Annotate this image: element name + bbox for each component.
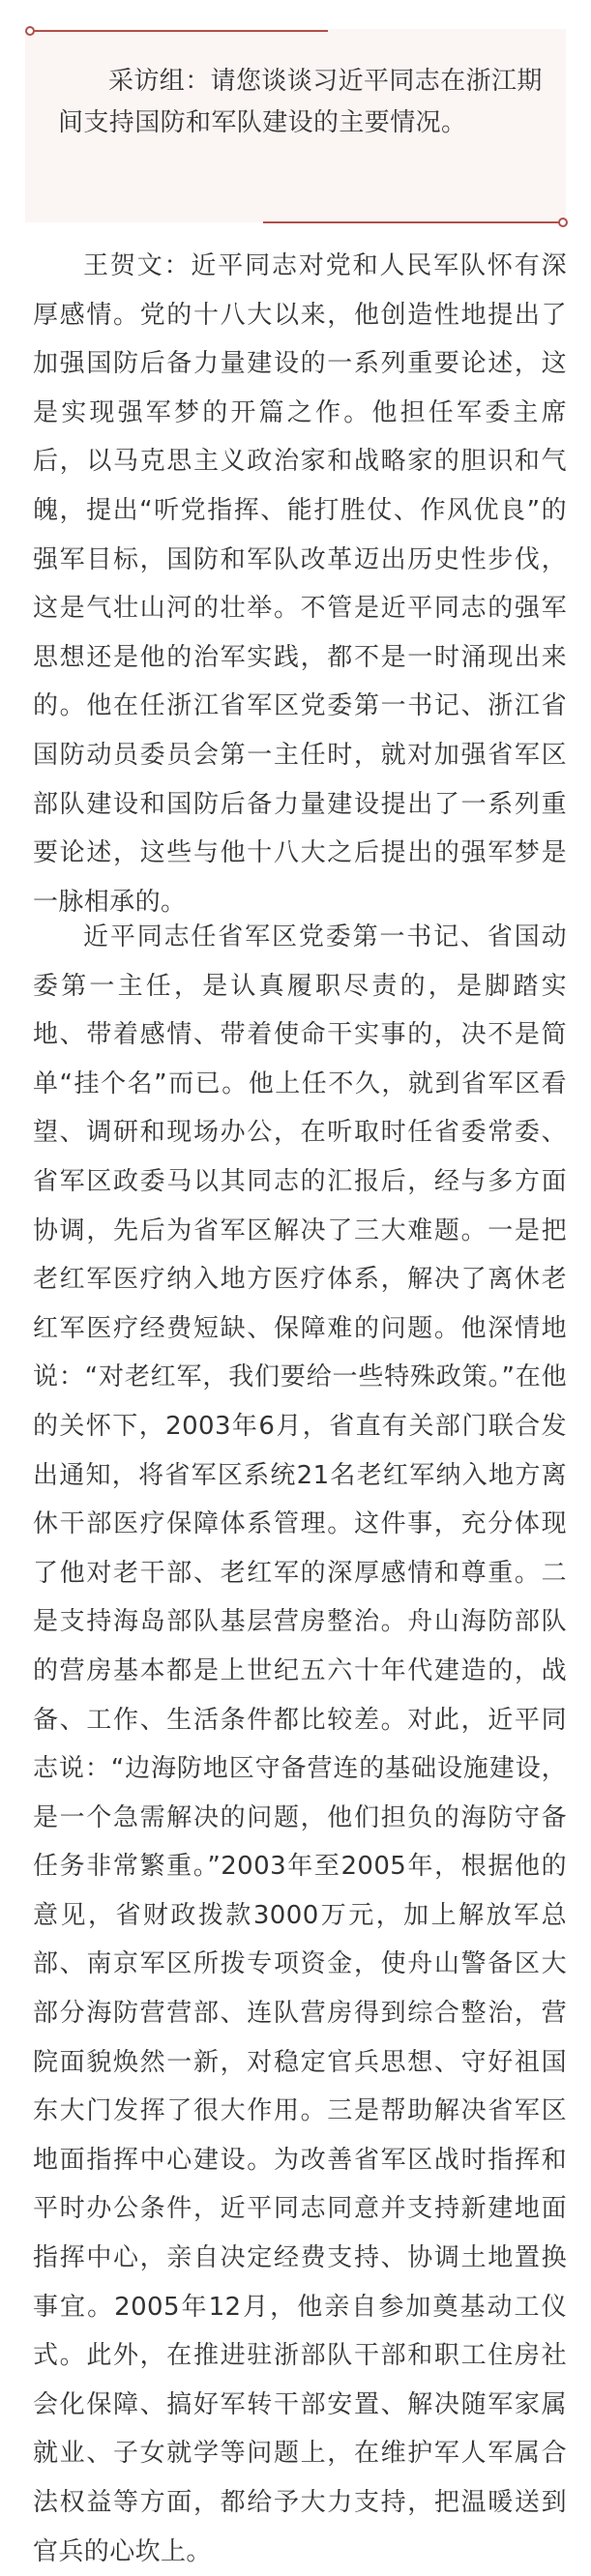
answer-paragraph-1: 王贺文：近平同志对党和人民军队怀有深厚感情。党的十八大以来，他创造性地提出了加强国防后备力量建设的一系列重要论述，这是实现强军梦的开篇之作。他担任军委主席后，以马克思主义政治家和战略家的胆识和气魄，提出“听党指挥、能打胜仗、作风优良”的强军目标，国防和军队改革迈出历史性步伐，这是气壮山河的壮举。不管是近平同志的强军思想还是他的治军实践，都不是一时涌现出来的。他在任浙江省军区党委第一书记、浙江省国防动员委员会第一主任时，就对加强省军区部队建设和国防后备力量建设提出了一系列重要论述，这些与他十八大之后提出的强军梦是一脉相承的。 [33,251,567,917]
interview-question: 采访组：请您谈谈习近平同志在浙江期间支持国防和军队建设的主要情况。 [58,67,543,137]
answer-paragraph-2: 近平同志任省军区党委第一书记、省国动委第一主任，是认真履职尽责的，是脚踏实地、带着感情、带着使命干实事的，决不是简单“挂个名”而已。他上任不久，就到省军区看望、调研和现场办公，在听取时任省委常委、省军区政委马以其同志的汇报后，经与多方面协调，先后为省军区解决了三大难题。一是把老红军医疗纳入地方医疗体系，解决了离休老红军医疗经费短缺、保障难的问题。他深情地说：“对老红军，我们要给一些特殊政策。”在他的关怀下，2003年6月，省直有关部门联合发出通知，将省军区系统21名老红军纳入地方离休干部医疗保障体系管理。这件事，充分体现了他对老干部、老红军的深厚感情和尊重。二是支持海岛部队基层营房整治。舟山海防部队的营房基本都是上世纪五六十年代建造的，战备、工作、生活条件都比较差。对此，近平同志说：“边海防地区守备营连的基础设施建设，是一个急需解决的问题，他们担负的海防守备任务非常繁重。”2003年至2005年，根据他的意见，省财政拨款3000万元，加上解放军总部、南京军区所拨专项资金，使舟山警备区大部分海防营营部、连队营房得到综合整治，营院面貌焕然一新，对稳定官兵思想、守好祖国东大门发挥了很大作用。三是帮助解决省军区地面指挥中心建设。为改善省军区战时指挥和平时办公条件，近平同志同意并支持新建地面指挥中心，亲自决定经费支持、协调土地置换事宜。2005年12月，他亲自参加奠基动工仪式。此外，在推进驻浙部队干部和职工住房社会化保障、搞好军转干部安置、解决随军家属就业、子女就学等问题上，在维护军人军属合法权益等方面，都给予大力支持，把温暖送到官兵的心坎上。 [33,922,567,2566]
top-decorative-rule [33,30,328,32]
bottom-decorative-rule [263,221,560,223]
bottom-rule-dot [558,218,568,227]
top-rule-dot [25,26,35,36]
